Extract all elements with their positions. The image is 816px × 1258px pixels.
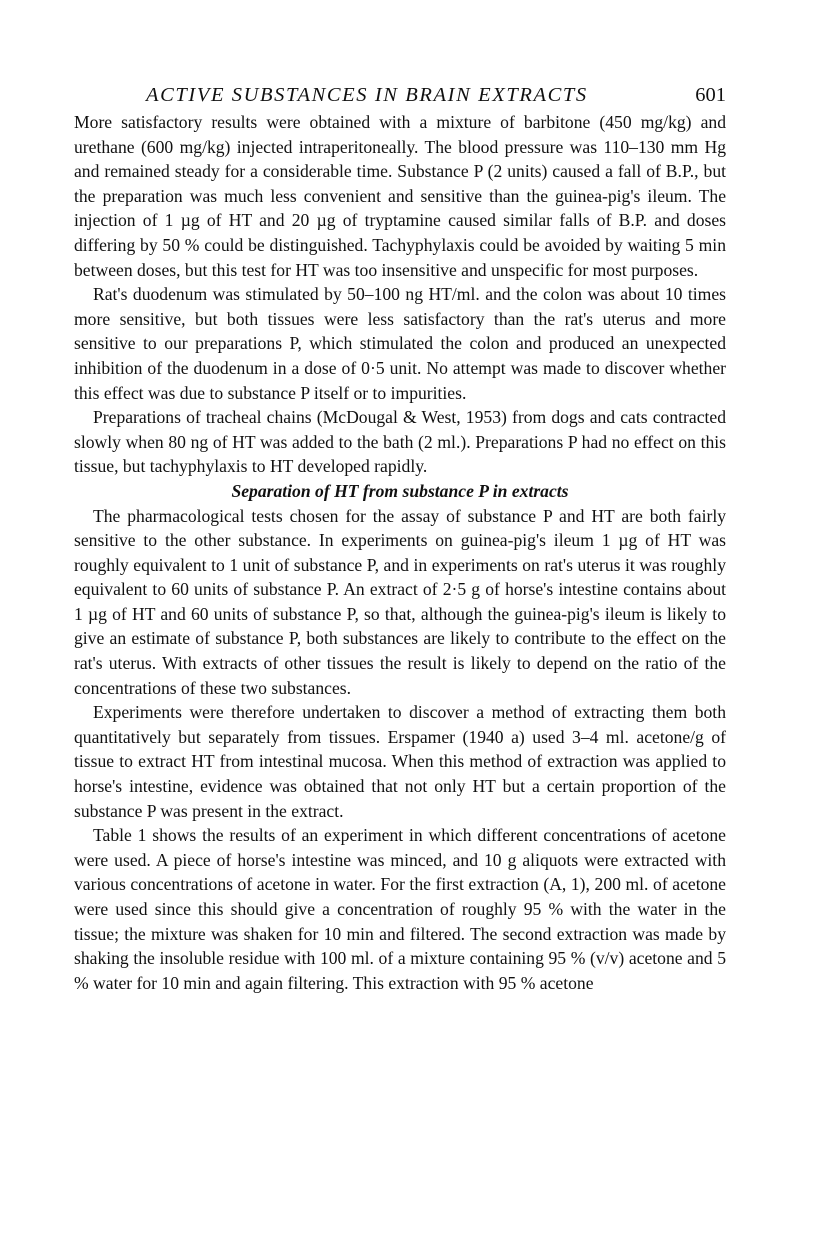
paragraph-rat-duodenum: Rat's duodenum was stimulated by 50–100 ng HT/ml. and the colon was about 10 times more sensitive, but both tissues were less satisfactory than the rat's uterus and more sensitive to our preparations P, which stimulated the colon and produced an unexpected inhibition of the duodenum in a dose of 0·5 unit. No attempt was made to discover whether this effect was due to substance P itself or to impurities. [74, 284, 726, 403]
paragraph-tracheal-chains: Preparations of tracheal chains (McDougal & West, 1953) from dogs and cats contracted slowly when 80 ng of HT was added to the bath (2 ml.). Preparations P had no effect on this tissue, but tachyphylaxis to HT developed rapidly. [74, 407, 726, 477]
body-text [74, 110, 726, 995]
section-heading: Separation of HT from substance P in extracts [231, 480, 569, 501]
paragraph-pharmacological-tests: The pharmacological tests chosen for the assay of substance P and HT are both fairly sensitive to the other substance. In experiments on guinea-pig's ileum 1 µg of HT was roughly equivalent to 1 unit of substance P, and in experiments on rat's uterus it was roughly equivalent to 60 units of substance P. An extract of 2·5 g of horse's intestine contains about 1 µg of HT and 60 units of substance P, so that, although the guinea-pig's ileum is likely to give an estimate of substance P, both substances are likely to contribute to the effect on the rat's uterus. With extracts of other tissues the result is likely to depend on the ratio of the concentrations of these two substances. [74, 505, 726, 698]
paragraph-extraction-method: Experiments were therefore undertaken to discover a method of extracting them both quantitatively but separately from tissues. Erspamer (1940 a) used 3–4 ml. acetone/g of tissue to extract HT from intestinal mucosa. When this method of extraction was applied to horse's intestine, evidence was obtained that not only HT but a certain proportion of the substance P was present in the extract. [74, 702, 726, 821]
page-number: 601 [695, 84, 726, 106]
journal-page [74, 80, 726, 995]
paragraph-table-1: Table 1 shows the results of an experiment in which different concentrations of acetone were used. A piece of horse's intestine was minced, and 10 g aliquots were extracted with various concentrations of acetone in water. For the first extraction (A, 1), 200 ml. of acetone were used since this should give a concentration of roughly 95 % with the water in the tissue; the mixture was shaken for 10 min and filtered. The second extraction was made by shaking the insoluble residue with 100 ml. of a mixture containing 95 % (v/v) acetone and 5 % water for 10 min and again filtering. This extraction with 95 % acetone [74, 825, 726, 993]
paragraph-anaesthesia: More satisfactory results were obtained with a mixture of barbitone (450 mg/kg) and urethane (600 mg/kg) injected intraperitoneally. The blood pressure was 110–130 mm Hg and remained steady for a considerable time. Substance P (2 units) caused a fall of B.P., but the preparation was much less convenient and sensitive than the guinea-pig's ileum. The injection of 1 µg of HT and 20 µg of tryptamine caused similar falls of B.P. and doses differing by 50 % could be distinguished. Tachyphylaxis could be avoided by waiting 5 min between doses, but this test for HT was too insensitive and unspecific for most purposes. [74, 112, 726, 280]
running-head [74, 80, 726, 110]
running-title: ACTIVE SUBSTANCES IN BRAIN EXTRACTS [146, 84, 588, 106]
